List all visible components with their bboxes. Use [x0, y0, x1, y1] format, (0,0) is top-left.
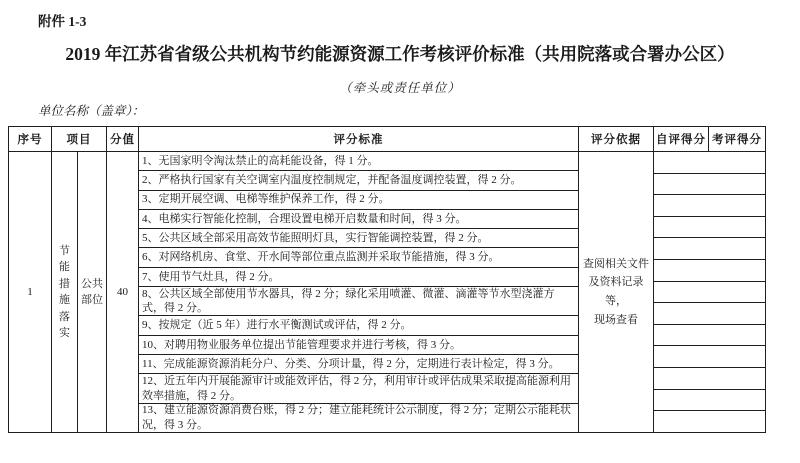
review-score-cell-2[interactable]	[709, 174, 765, 196]
basis-line-2: 及资料记录等，	[588, 276, 644, 307]
criteria-row-12: 12、近五年内开展能源审计或能效评估，得 2 分，利用审计或评估成果采取提高能源利用效率措施，得 2 分。	[139, 374, 578, 403]
index-cell: 1	[9, 152, 52, 432]
review-score-cell-5[interactable]	[709, 238, 765, 260]
review-score-cell-1[interactable]	[709, 152, 765, 174]
col-header-score: 分值	[107, 127, 139, 152]
self-score-cell-1[interactable]	[654, 152, 709, 174]
basis-line-3: 现场查看	[594, 313, 638, 326]
review-score-cell-13[interactable]	[709, 411, 765, 432]
project-category-label: 节能措施落实	[59, 244, 70, 339]
col-header-self-score: 自评得分	[654, 127, 709, 152]
self-score-cell-11[interactable]	[654, 368, 709, 390]
review-score-cell-8[interactable]	[709, 303, 765, 325]
review-score-cell-9[interactable]	[709, 325, 765, 347]
review-score-cell-3[interactable]	[709, 195, 765, 217]
page-subtitle: （牵头或责任单位）	[339, 81, 461, 95]
self-score-cell-6[interactable]	[654, 260, 709, 282]
col-header-review-score: 考评得分	[709, 127, 765, 152]
criteria-column	[139, 152, 579, 432]
basis-cell	[579, 152, 654, 432]
self-score-cell-8[interactable]	[654, 303, 709, 325]
project-category-cell	[52, 152, 78, 432]
review-score-column	[709, 152, 765, 432]
basis-line-1: 查阅相关文件	[583, 257, 649, 270]
criteria-row-7: 7、使用节气灶具，得 2 分。	[139, 268, 578, 287]
review-score-cell-12[interactable]	[709, 390, 765, 412]
criteria-row-4: 4、电梯实行智能化控制，合理设置电梯开启数量和时间，得 3 分。	[139, 210, 578, 229]
self-score-cell-3[interactable]	[654, 195, 709, 217]
review-score-cell-4[interactable]	[709, 217, 765, 239]
review-score-cell-10[interactable]	[709, 346, 765, 368]
criteria-row-5: 5、公共区域全部采用高效节能照明灯具，实行智能调控装置，得 2 分。	[139, 229, 578, 248]
self-score-cell-5[interactable]	[654, 238, 709, 260]
col-header-basis: 评分依据	[579, 127, 654, 152]
self-score-column	[654, 152, 709, 432]
self-score-cell-10[interactable]	[654, 346, 709, 368]
col-header-index: 序号	[9, 127, 52, 152]
criteria-row-2: 2、严格执行国家有关空调室内温度控制规定，并配备温度调控装置，得 2 分。	[139, 171, 578, 190]
review-score-cell-7[interactable]	[709, 282, 765, 304]
self-score-cell-9[interactable]	[654, 325, 709, 347]
col-header-project: 项目	[52, 127, 107, 152]
project-subcategory-cell	[78, 152, 107, 432]
table-body-row	[9, 152, 765, 432]
criteria-row-3: 3、定期开展空调、电梯等维护保养工作，得 2 分。	[139, 191, 578, 210]
criteria-row-10: 10、对聘用物业服务单位提出节能管理要求并进行考核，得 3 分。	[139, 336, 578, 355]
review-score-cell-6[interactable]	[709, 260, 765, 282]
criteria-row-1: 1、无国家明令淘汰禁止的高耗能设备，得 1 分。	[139, 152, 578, 171]
criteria-row-6: 6、对网络机房、食堂、开水间等部位重点监测并采取节能措施，得 3 分。	[139, 248, 578, 267]
criteria-row-9: 9、按规定（近 5 年）进行水平衡测试或评估，得 2 分。	[139, 316, 578, 335]
criteria-row-8: 8、公共区域全部使用节水器具，得 2 分；绿化采用喷灌、微灌、滴灌等节水型浇灌方式，得 2 分。	[139, 287, 578, 316]
col-header-criteria: 评分标准	[139, 127, 579, 152]
table-header-row	[9, 127, 765, 152]
self-score-cell-4[interactable]	[654, 217, 709, 239]
self-score-cell-2[interactable]	[654, 174, 709, 196]
attachment-label: 附件 1-3	[38, 14, 87, 29]
criteria-row-13: 13、建立能源资源消费台账，得 2 分；建立能耗统计公示制度，得 2 分；定期公示能耗状况，得 3 分。	[142, 404, 571, 431]
evaluation-table	[8, 126, 766, 433]
self-score-cell-12[interactable]	[654, 390, 709, 412]
criteria-row-11: 11、完成能源资源消耗分户、分类、分项计量，得 2 分，定期进行表计检定，得 3 分。	[139, 355, 578, 374]
self-score-cell-13[interactable]	[654, 411, 709, 432]
unit-name-label: 单位名称（盖章）：	[38, 104, 145, 118]
page-title: 2019 年江苏省省级公共机构节约能源资源工作考核评价标准（共用院落或合署办公区）	[65, 44, 735, 64]
score-value-cell: 40	[107, 152, 139, 432]
project-subcategory-label: 公共部位	[81, 277, 103, 306]
self-score-cell-7[interactable]	[654, 282, 709, 304]
review-score-cell-11[interactable]	[709, 368, 765, 390]
